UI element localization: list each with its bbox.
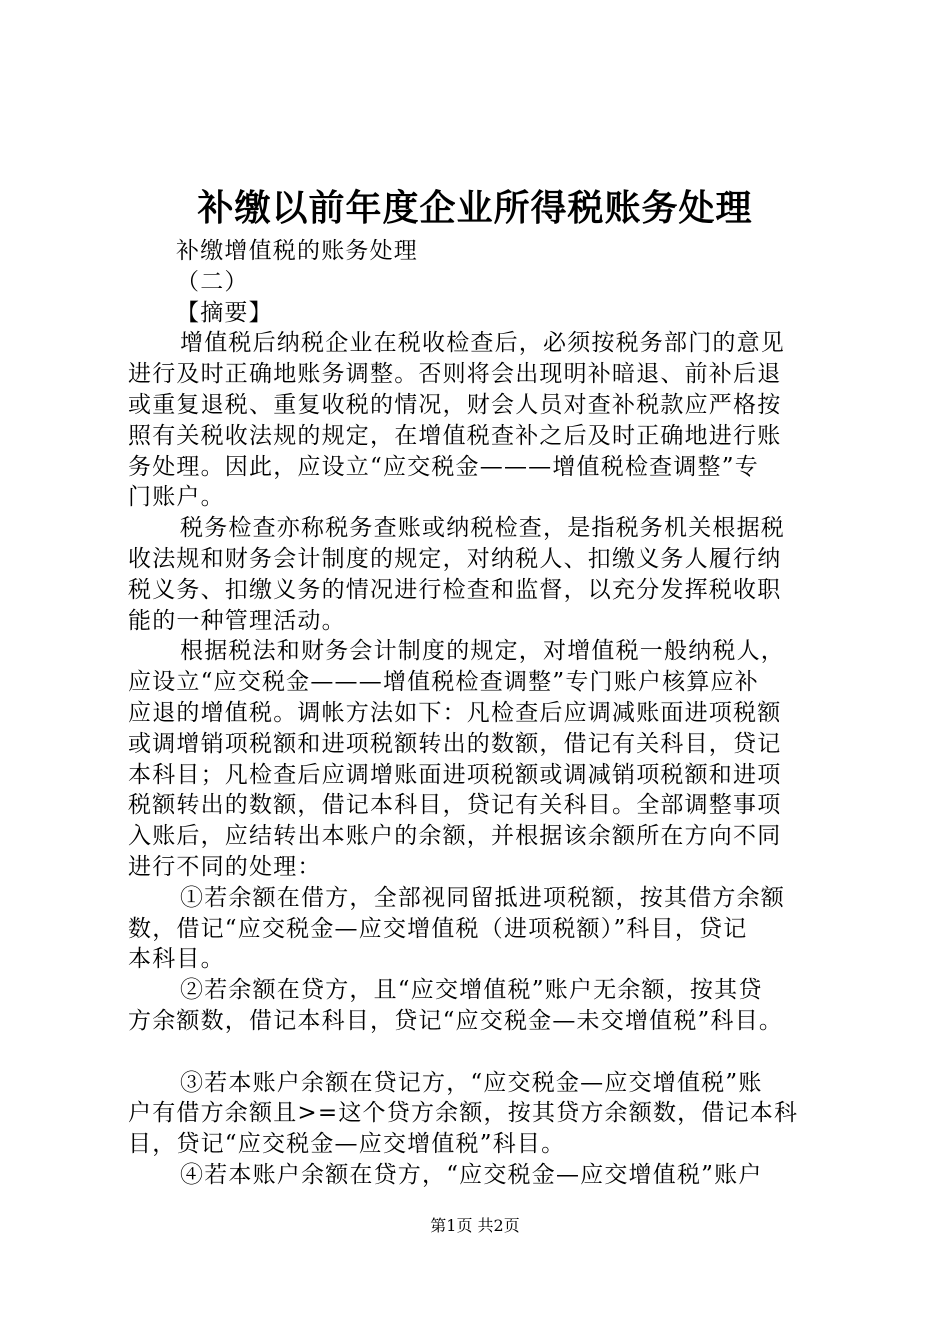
paragraph-line: 或调增销项税额和进项税额转出的数额，借记有关科目，贷记 <box>128 730 782 757</box>
paragraph-line: 收法规和财务会计制度的规定，对纳税人、扣缴义务人履行纳 <box>128 545 782 572</box>
paragraph-7 <box>128 1160 828 1191</box>
paragraph-5 <box>128 975 828 1037</box>
paragraph-3 <box>128 636 828 882</box>
paragraph-line: 进行及时正确地账务调整。否则将会出现明补暗退、前补后退 <box>128 361 782 388</box>
paragraph-2 <box>128 513 828 636</box>
paragraph-6 <box>128 1068 828 1160</box>
paragraph-line: 增值税后纳税企业在税收检查后，必须按税务部门的意见 <box>180 330 785 357</box>
paragraph-line: 根据税法和财务会计制度的规定，对增值税一般纳税人， <box>180 638 785 665</box>
paragraph-line: 户有借方余额且>=这个贷方余额，按其贷方余额数，借记本科 <box>128 1100 799 1127</box>
paragraph-line: 税务检查亦称税务查账或纳税检查，是指税务机关根据税 <box>180 515 785 542</box>
paragraph-line: 门账户。 <box>128 484 225 511</box>
paragraph-line: 数，借记“应交税金—应交增值税（进项税额）”科目，贷记 <box>128 915 748 942</box>
paragraph-1 <box>128 328 828 513</box>
paragraph-line: 应退的增值税。调帐方法如下：凡检查后应调减账面进项税额 <box>128 699 782 726</box>
paragraph-line: 目，贷记“应交税金—应交增值税”科目。 <box>128 1131 566 1158</box>
paragraph-line: 应设立“应交税金———增值税检查调整”专门账户核算应补 <box>128 669 759 696</box>
paragraph-line: 本科目；凡检查后应调增账面进项税额或调减销项税额和进项 <box>128 761 782 788</box>
paragraph-line: ②若余额在贷方，且“应交增值税”账户无余额，按其贷 <box>180 977 763 1004</box>
blank-line <box>128 1037 828 1068</box>
paragraph-line: ④若本账户余额在贷方，“应交税金—应交增值税”账户 <box>180 1161 763 1188</box>
paragraph-line: 税义务、扣缴义务的情况进行检查和监督，以充分发挥税收职 <box>128 576 782 603</box>
document-title: 补缴以前年度企业所得税账务处理 <box>197 187 753 229</box>
paragraph-line: 务处理。因此，应设立“应交税金———增值税检查调整”专 <box>128 453 759 480</box>
paragraph-line: 方余额数，借记本科目，贷记“应交税金—未交增值税”科目。 <box>128 1007 784 1034</box>
paragraph-line: 税额转出的数额，借记本科目，贷记有关科目。全部调整事项 <box>128 792 782 819</box>
subtitle: 补缴增值税的账务处理 <box>176 238 418 264</box>
paragraph-line: 或重复退税、重复收税的情况，财会人员对查补税款应严格按 <box>128 391 782 418</box>
paragraph-line: 入账后，应结转出本账户的余额，并根据该余额所在方向不同 <box>128 823 782 850</box>
paragraph-line: 能的一种管理活动。 <box>128 607 346 634</box>
paragraph-4 <box>128 883 828 975</box>
page-footer: 第1页 共2页 <box>430 1216 520 1235</box>
abstract-label: 【摘要】 <box>176 299 273 326</box>
document-body <box>128 236 828 1191</box>
paragraph-line: 进行不同的处理： <box>128 853 322 880</box>
paragraph-line: ③若本账户余额在贷记方，“应交税金—应交增值税”账 <box>180 1069 763 1096</box>
paragraph-line: 本科目。 <box>128 946 225 973</box>
paragraph-line: ①若余额在借方，全部视同留抵进项税额，按其借方余额 <box>180 884 785 911</box>
paragraph-line: 照有关税收法规的规定，在增值税查补之后及时正确地进行账 <box>128 422 782 449</box>
section-number: （二） <box>176 268 249 295</box>
